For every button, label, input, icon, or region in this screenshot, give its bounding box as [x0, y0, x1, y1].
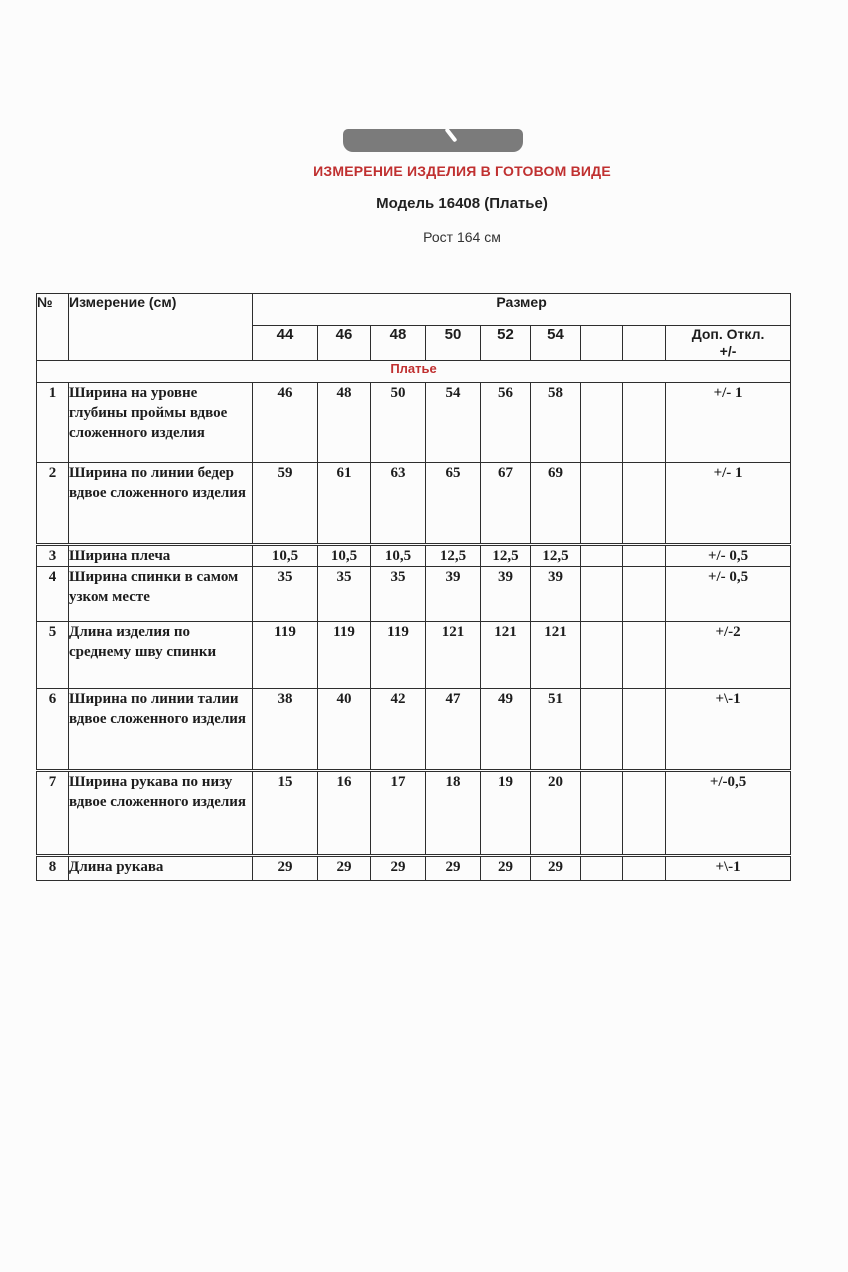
measurement-value	[623, 383, 666, 463]
table-body	[37, 383, 791, 881]
measurement-value: 47	[426, 689, 481, 771]
table-row	[37, 689, 791, 771]
measurement-value	[581, 689, 623, 771]
measurement-value: 65	[426, 463, 481, 545]
col-header-tolerance	[666, 326, 791, 361]
measurement-value: 12,5	[426, 545, 481, 567]
col-header-size-50: 50	[426, 326, 481, 361]
row-number: 5	[37, 622, 69, 689]
measurement-value	[581, 383, 623, 463]
measurement-value	[581, 622, 623, 689]
table-row	[37, 771, 791, 856]
measurement-value: 46	[253, 383, 318, 463]
measurement-name: Ширина плеча	[69, 545, 253, 567]
measurement-value	[623, 463, 666, 545]
measurement-value	[581, 463, 623, 545]
page-title: ИЗМЕРЕНИЕ ИЗДЕЛИЯ В ГОТОВОМ ВИДЕ	[313, 163, 611, 179]
model-subtitle: Модель 16408 (Платье)	[376, 195, 548, 212]
measurement-value: 69	[531, 463, 581, 545]
measurement-value	[581, 856, 623, 881]
table-row	[37, 545, 791, 567]
measurement-value: 49	[481, 689, 531, 771]
tolerance-value: +/- 0,5	[666, 545, 791, 567]
section-title: Платье	[37, 361, 791, 383]
measurement-value: 59	[253, 463, 318, 545]
measurement-value: 40	[318, 689, 371, 771]
measurement-value: 58	[531, 383, 581, 463]
row-number: 8	[37, 856, 69, 881]
measurement-value: 35	[371, 567, 426, 622]
tolerance-value: +/-2	[666, 622, 791, 689]
table-row	[37, 567, 791, 622]
row-number: 7	[37, 771, 69, 856]
tolerance-value: +/- 0,5	[666, 567, 791, 622]
col-header-number: №	[37, 294, 69, 361]
table-row	[37, 856, 791, 881]
measurement-value: 16	[318, 771, 371, 856]
measurement-value: 29	[426, 856, 481, 881]
measurement-value: 50	[371, 383, 426, 463]
measurement-table	[36, 293, 791, 881]
header-row-1	[37, 294, 791, 326]
brand-logo-icon	[343, 129, 523, 152]
col-header-empty-1	[581, 326, 623, 361]
row-number: 6	[37, 689, 69, 771]
row-number: 3	[37, 545, 69, 567]
measurement-name: Ширина спинки в самом узком месте	[69, 567, 253, 622]
measurement-name: Ширина на уровне глубины проймы вдвое сложенного изделия	[69, 383, 253, 463]
table-header	[37, 294, 791, 361]
measurement-name: Длина рукава	[69, 856, 253, 881]
col-header-size-48: 48	[371, 326, 426, 361]
measurement-value: 48	[318, 383, 371, 463]
measurement-value: 67	[481, 463, 531, 545]
tolerance-value: +/-0,5	[666, 771, 791, 856]
measurement-value: 35	[253, 567, 318, 622]
table-row	[37, 463, 791, 545]
measurement-value	[623, 856, 666, 881]
tolerance-value: +\-1	[666, 689, 791, 771]
measurement-value: 56	[481, 383, 531, 463]
measurement-value: 18	[426, 771, 481, 856]
measurement-value	[623, 689, 666, 771]
measurement-value: 119	[318, 622, 371, 689]
measurement-value: 38	[253, 689, 318, 771]
measurement-value: 17	[371, 771, 426, 856]
measurement-value	[623, 622, 666, 689]
measurement-value: 19	[481, 771, 531, 856]
measurement-value: 29	[253, 856, 318, 881]
col-header-size-44: 44	[253, 326, 318, 361]
measurement-value: 51	[531, 689, 581, 771]
measurement-value	[581, 545, 623, 567]
tolerance-value: +/- 1	[666, 383, 791, 463]
measurement-value: 29	[371, 856, 426, 881]
measurement-value: 39	[531, 567, 581, 622]
col-header-size-54: 54	[531, 326, 581, 361]
table-row	[37, 622, 791, 689]
col-header-size-52: 52	[481, 326, 531, 361]
tolerance-value: +\-1	[666, 856, 791, 881]
measurement-value	[623, 545, 666, 567]
measurement-name: Ширина рукава по низу вдвое сложенного изделия	[69, 771, 253, 856]
measurement-value: 61	[318, 463, 371, 545]
col-header-size-group: Размер	[253, 294, 791, 326]
tolerance-value: +/- 1	[666, 463, 791, 545]
measurement-value: 10,5	[371, 545, 426, 567]
col-header-measure: Измерение (см)	[69, 294, 253, 361]
measurement-value: 29	[318, 856, 371, 881]
tolerance-label-line2: +/-	[719, 343, 737, 359]
measurement-value: 121	[426, 622, 481, 689]
table-section	[37, 361, 791, 383]
measurement-value: 42	[371, 689, 426, 771]
col-header-size-46: 46	[318, 326, 371, 361]
measurement-name: Ширина по линии талии вдвое сложенного изделия	[69, 689, 253, 771]
col-header-empty-2	[623, 326, 666, 361]
section-row	[37, 361, 791, 383]
logo-slash-icon	[444, 129, 457, 143]
measurement-value: 10,5	[253, 545, 318, 567]
measurement-value: 29	[531, 856, 581, 881]
measurement-value: 39	[426, 567, 481, 622]
measurement-value: 63	[371, 463, 426, 545]
measurement-value: 35	[318, 567, 371, 622]
measurement-value: 29	[481, 856, 531, 881]
measurement-value: 119	[253, 622, 318, 689]
row-number: 4	[37, 567, 69, 622]
measurement-value: 20	[531, 771, 581, 856]
height-note: Рост 164 см	[423, 229, 501, 245]
measurement-value: 15	[253, 771, 318, 856]
measurement-value	[581, 771, 623, 856]
measurement-value: 119	[371, 622, 426, 689]
measurement-value	[623, 771, 666, 856]
measurement-name: Ширина по линии бедер вдвое сложенного изделия	[69, 463, 253, 545]
measurement-name: Длина изделия по среднему шву спинки	[69, 622, 253, 689]
measurement-value: 39	[481, 567, 531, 622]
row-number: 1	[37, 383, 69, 463]
tolerance-label-line1: Доп. Откл.	[691, 326, 765, 342]
measurement-value: 121	[531, 622, 581, 689]
measurement-value	[581, 567, 623, 622]
measurement-value	[623, 567, 666, 622]
measurement-value: 12,5	[531, 545, 581, 567]
row-number: 2	[37, 463, 69, 545]
measurement-value: 54	[426, 383, 481, 463]
table-row	[37, 383, 791, 463]
measurement-value: 10,5	[318, 545, 371, 567]
measurement-value: 121	[481, 622, 531, 689]
measurement-value: 12,5	[481, 545, 531, 567]
